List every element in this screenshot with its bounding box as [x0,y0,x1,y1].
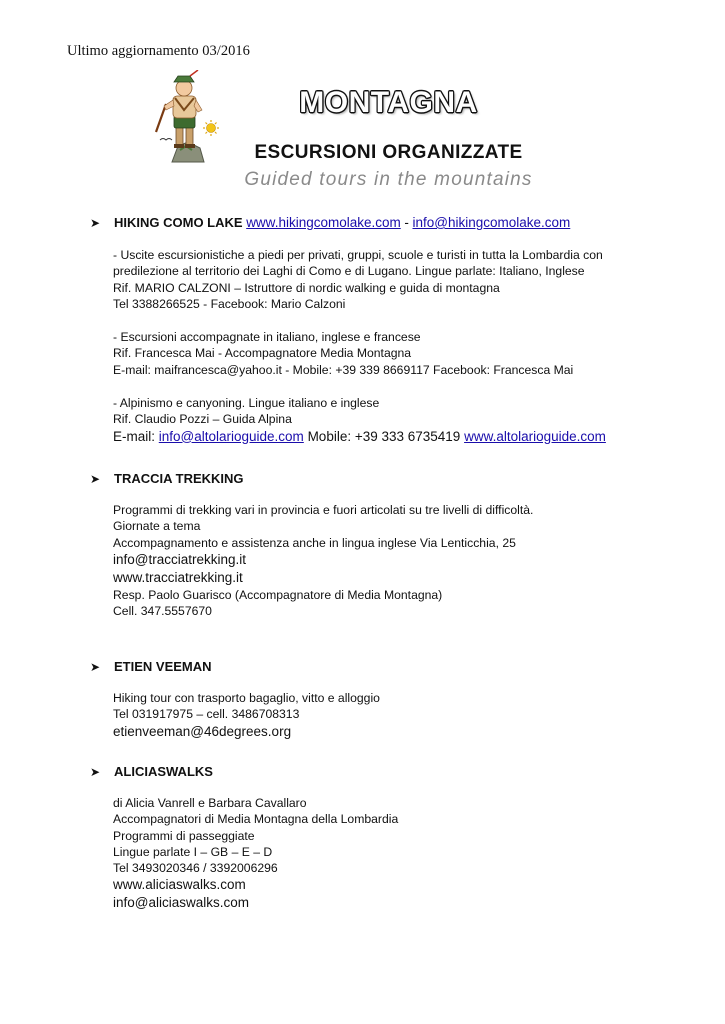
email-link[interactable]: info@hikingcomolake.com [412,215,571,230]
arrow-bullet-icon: ➤ [90,472,101,486]
arrow-bullet-icon: ➤ [90,765,101,779]
section-heading [90,657,630,677]
text-line: - Escursioni accompagnate in italiano, inglese e francese [113,330,421,345]
org-name: TRACCIA TREKKING [114,471,244,486]
website-link[interactable]: www.altolarioguide.com [464,428,606,444]
website-link[interactable]: www.hikingcomolake.com [246,215,401,230]
section-body [113,502,630,619]
text-line: predilezione al territorio dei Laghi di Como e di Lugano. Lingue parlate: Italiano, Inglese [113,264,585,279]
text-line: Lingue parlate I – GB – E – D [113,844,273,859]
email-link[interactable]: info@altolarioguide.com [158,428,304,444]
section-etien-veeman [90,657,630,741]
arrow-bullet-icon: ➤ [90,660,101,674]
text-line: - Alpinismo e canyoning. Lingue italiano e inglese [113,396,380,411]
email-label: E-mail: [113,428,159,444]
email-text: etienveeman@46degrees.org [113,723,292,739]
text-line: - Uscite escursionistiche a piedi per privati, gruppi, scuole e turisti in tutta la Lombardia con [113,248,603,262]
section-body [113,247,630,446]
section-body [113,795,630,912]
section-traccia-trekking [90,469,630,619]
text-line: Tel 031917975 – cell. 3486708313 [113,707,300,722]
org-name: HIKING COMO LAKE [114,215,243,230]
text-line: di Alicia Vanrell e Barbara Cavallaro [113,796,307,810]
text-line: Programmi di passeggiate [113,828,255,843]
section-body [113,690,630,741]
text-line: Accompagnatori di Media Montagna della Lombardia [113,812,399,827]
email-text: info@aliciaswalks.com [113,895,249,911]
text-line: Tel 3388266525 - Facebook: Mario Calzoni [113,296,346,311]
page-title: MONTAGNA [299,86,478,119]
mobile-text: Mobile: +39 333 6735419 [303,428,465,444]
org-name: ETIEN VEEMAN [114,659,212,674]
section-aliciaswalks [90,762,630,912]
section-heading [90,762,630,782]
website-text: www.aliciaswalks.com [113,877,246,893]
text-line: Accompagnamento e assistenza anche in lingua inglese Via Lenticchia, 25 [113,535,516,550]
text-line: Giornate a tema [113,519,201,534]
section-heading [90,213,630,233]
text-line: Tel 3493020346 / 3392006296 [113,861,278,876]
text-line: Resp. Paolo Guarisco (Accompagnatore di Media Montagna) [113,587,443,602]
section-heading [90,469,630,489]
arrow-bullet-icon: ➤ [90,216,101,230]
separator: - [404,215,409,230]
text-line: Rif. Claudio Pozzi – Guida Alpina [113,412,292,427]
email-text: info@tracciatrekking.it [113,551,247,567]
text-line: Programmi di trekking vari in provincia e fuori articolati su tre livelli di difficoltà. [113,503,534,517]
text-line: Hiking tour con trasporto bagaglio, vitto e alloggio [113,691,380,705]
text-line: E-mail: maifrancesca@yahoo.it - Mobile: +39 339 8669117 Facebook: Francesca Mai [113,362,574,377]
text-line: Rif. Francesca Mai - Accompagnatore Media Montagna [113,346,412,361]
page-tagline: Guided tours in the mountains [244,169,533,190]
website-text: www.tracciatrekking.it [113,569,243,585]
last-update-note: Ultimo aggiornamento 03/2016 [67,43,250,59]
text-line: Rif. MARIO CALZONI – Istruttore di nordic walking e guida di montagna [113,280,500,295]
contact-line [113,428,630,446]
org-name: ALICIASWALKS [114,764,213,779]
text-line: Cell. 347.5557670 [113,604,212,619]
page-subtitle: ESCURSIONI ORGANIZZATE [254,142,523,163]
section-hiking-como-lake [90,213,630,446]
